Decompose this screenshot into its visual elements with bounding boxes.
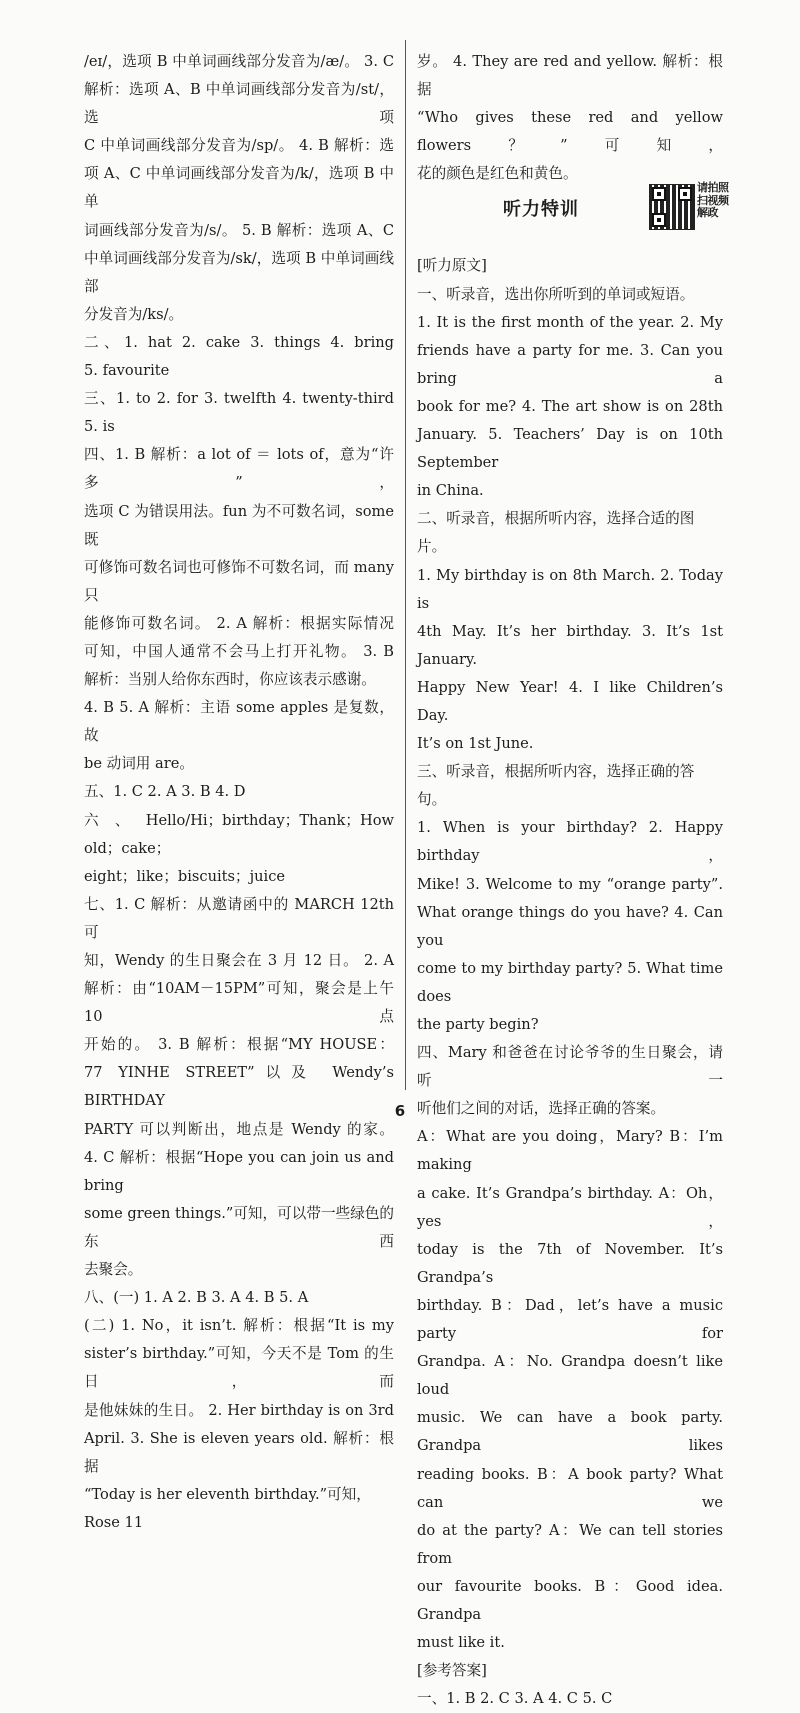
- text-line: music. We can have a book party. Grandpa likes: [417, 1409, 723, 1455]
- text-line: 三、1. to 2. for 3. twelfth 4. twenty-third: [84, 390, 394, 408]
- text-line: 5. is: [84, 418, 115, 436]
- text-line: 能修饰可数名词。 2. A 解析：根据实际情况: [84, 614, 394, 632]
- text-line: What orange things do you have? 4. Can you: [417, 903, 723, 949]
- text-line: 一、1. B 2. C 3. A 4. C 5. C: [417, 1690, 613, 1708]
- text-line: 解析：选项 A、B 中单词画线部分发音为/st/，选项: [84, 81, 394, 127]
- text-line: 去聚会。: [84, 1261, 143, 1279]
- text-line: 可修饰可数名词也可修饰不可数名词，而 many 只: [84, 558, 394, 604]
- text-line: (二) 1. No，it isn’t. 解析：根据“It is my: [84, 1317, 394, 1335]
- column-divider: [405, 40, 406, 1090]
- text-line: “Who gives these red and yellow flowers？”可知，: [417, 109, 723, 155]
- text-line: 一、听录音，选出你所听到的单词或短语。: [417, 285, 695, 303]
- text-line: 花的颜色是红色和黄色。: [417, 165, 578, 183]
- text-line: 二、1. hat 2. cake 3. things 4. bring: [84, 333, 394, 351]
- text-line: 岁。 4. They are red and yellow. 解析：根据: [417, 53, 723, 99]
- text-line: 4. C 解析：根据“Hope you can join us and bring: [84, 1148, 394, 1194]
- text-line: 5. favourite: [84, 362, 170, 380]
- text-line: PARTY 可以判断出，地点是 Wendy 的家。: [84, 1120, 394, 1138]
- text-line: 三、听录音，根据所听内容，选择正确的答句。: [417, 763, 695, 809]
- text-line: 中单词画线部分发音为/sk/，选项 B 中单词画线部: [84, 249, 394, 295]
- text-line: It’s on 1st June.: [417, 735, 534, 753]
- text-line: 四、Mary 和爸爸在讨论爷爷的生日聚会，请听一: [417, 1044, 723, 1090]
- text-line: 解析：当别人给你东西时，你应该表示感谢。: [84, 671, 376, 689]
- text-line: Happy New Year! 4. I like Children’s Day.: [417, 678, 723, 724]
- text-line: the party begin?: [417, 1016, 539, 1033]
- text-line: 词画线部分发音为/s/。 5. B 解析：选项 A、C: [84, 221, 394, 239]
- text-line: Grandpa. A：No. Grandpa doesn’t like loud: [417, 1353, 723, 1399]
- text-line: be 动词用 are。: [84, 755, 194, 773]
- text-line: 四、1. B 解析：a lot of ＝ lots of，意为“许多”，: [84, 446, 394, 492]
- text-line: 六、Hello/Hi；birthday；Thank；How old；cake；: [84, 811, 394, 857]
- listening-transcript: [417, 252, 723, 1713]
- right-column: [417, 48, 729, 1713]
- text-line: reading books. B：A book party? What can we: [417, 1465, 723, 1511]
- text-line: 知，Wendy 的生日聚会在 3 月 12 日。 2. A: [84, 952, 394, 969]
- text-line: January. 5. Teachers’ Day is on 10th September: [417, 426, 723, 472]
- text-line: some green things.”可知，可以带一些绿色的东西: [84, 1204, 394, 1250]
- text-line: 七、1. C 解析：从邀请函中的 MARCH 12th 可: [84, 895, 394, 941]
- text-line: book for me? 4. The art show is on 28th: [417, 397, 723, 415]
- text-line: 八、(一) 1. A 2. B 3. A 4. B 5. A: [84, 1289, 309, 1307]
- text-line: our favourite books. B：Good idea. Grandpa: [417, 1577, 723, 1623]
- text-line: 解析：由“10AM－15PM”可知，聚会是上午 10 点: [84, 980, 394, 1026]
- text-line: 二、听录音，根据所听内容，选择合适的图片。: [417, 510, 695, 556]
- left-column: [84, 48, 394, 1537]
- text-line: 1. It is the first month of the year. 2. My: [417, 313, 723, 331]
- page-number: 6: [394, 1102, 406, 1120]
- text-line: A：What are you doing，Mary? B：I’m making: [417, 1128, 723, 1174]
- text-line: friends have a party for me. 3. Can you bring a: [417, 341, 723, 387]
- text-line: 听他们之间的对话，选择正确的答案。: [417, 1100, 666, 1118]
- text-line: 开始的。 3. B 解析：根据“MY HOUSE：: [84, 1036, 394, 1054]
- text-line: “Today is her eleventh birthday.”可知，Rose 11: [84, 1485, 371, 1531]
- qr-code-icon[interactable]: [649, 184, 695, 230]
- text-line: in China.: [417, 482, 484, 500]
- text-line: 可知，中国人通常不会马上打开礼物。 3. B: [84, 642, 394, 660]
- listening-section-header: [417, 181, 729, 252]
- text-line: 77 YINHE STREET”以及 Wendy’s BIRTHDAY: [84, 1064, 394, 1110]
- text-line: birthday. B：Dad，let’s have a music party for: [417, 1296, 723, 1343]
- text-line: C 中单词画线部分发音为/sp/。 4. B 解析：选: [84, 137, 394, 155]
- section-title: 听力特训: [503, 199, 579, 221]
- text-line: a cake. It’s Grandpa’s birthday. A：Oh，yes，: [417, 1184, 723, 1230]
- text-line: 4. B 5. A 解析：主语 some apples 是复数，故: [84, 699, 394, 745]
- text-line: do at the party? A：We can tell stories from: [417, 1521, 723, 1567]
- text-line: sister’s birthday.”可知，今天不是 Tom 的生日，而: [84, 1345, 394, 1391]
- text-line: 项 A、C 中单词画线部分发音为/k/，选项 B 中单: [84, 165, 394, 211]
- text-line: /eɪ/，选项 B 中单词画线部分发音为/æ/。 3. C: [84, 53, 394, 70]
- text-line: 1. My birthday is on 8th March. 2. Today is: [417, 566, 723, 612]
- text-line: [听力原文]: [417, 257, 487, 275]
- text-line: today is the 7th of November. It’s Grandpa’s: [417, 1240, 723, 1286]
- text-line: [参考答案]: [417, 1662, 487, 1680]
- text-line: 是他妹妹的生日。 2. Her birthday is on 3rd: [84, 1401, 394, 1419]
- answer-continuation: [417, 48, 723, 188]
- text-line: 1. When is your birthday? 2. Happy birthday，: [417, 819, 723, 865]
- text-line: Mike! 3. Welcome to my “orange party”.: [417, 875, 723, 893]
- text-line: come to my birthday party? 5. What time does: [417, 959, 723, 1005]
- text-line: 选项 C 为错误用法。fun 为不可数名词，some 既: [84, 502, 394, 548]
- text-line: 五、1. C 2. A 3. B 4. D: [84, 783, 246, 801]
- text-line: April. 3. She is eleven years old. 解析：根据: [84, 1429, 394, 1475]
- text-line: 4th May. It’s her birthday. 3. It’s 1st January.: [417, 622, 723, 668]
- text-line: eight；like；biscuits；juice: [84, 867, 285, 885]
- text-line: must like it.: [417, 1634, 505, 1652]
- qr-caption: 请拍照扫视频解政: [697, 181, 729, 220]
- text-line: 分发音为/ks/。: [84, 305, 184, 323]
